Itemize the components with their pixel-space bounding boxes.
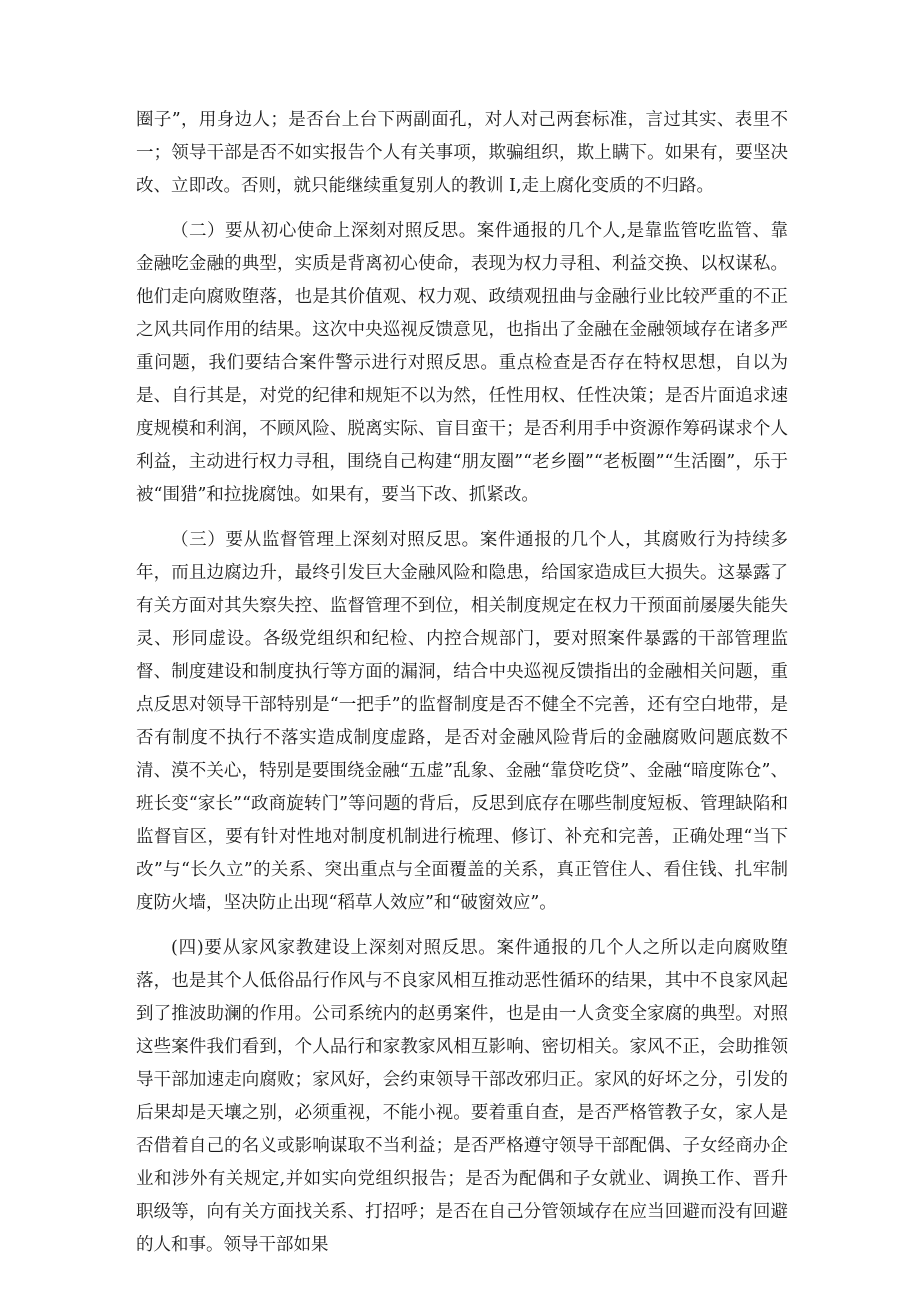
paragraph-section-2: （二）要从初心使命上深刻对照反思。案件通报的几个人,是靠监管吃监管、靠金融吃金融的典型，实质是背离初心使命，表现为权力寻租、利益交换、以权谋私。他们走向腐败堕落，也是其价值观、权力观、政绩观扭曲与金融行业比较严重的不正之风共同作用的结果。这次中央巡视反馈意见，也指出了金融在金融领域存在诸多严重问题，我们要结合案件警示进行对照反思。重点检查是否存在特权思想，自以为是、自行其是，对党的纪律和规矩不以为然，任性用权、任性决策；是否片面追求速度规模和利润，不顾风险、脱离实际、盲目蛮干；是否利用手中资源作筹码谋求个人利益，主动进行权力寻租，围绕自己构建“朋友圈”“老乡圈”“老板圈”“生活圈”，乐于被“围猎”和拉拢腐蚀。如果有，要当下改、抓紧改。: [136, 221, 788, 505]
paragraph-continuation: 圈子”，用身边人；是否台上台下两副面孔，对人对己两套标准，言过其实、表里不一；领导干部是否不如实报告个人有关事项，欺骗组织，欺上瞒下。如果有，要坚决改、立即改。否则，就只能继续重复别人的教训 I,走上腐化变质的不归路。: [136, 110, 788, 196]
paragraph-section-4: (四)要从家风家教建设上深刻对照反思。案件通报的几个人之所以走向腐败堕落，也是其个人低俗品行作风与不良家风相互推动恶性循环的结果，其中不良家风起到了推波助澜的作用。公司系统内的赵勇案件，也是由一人贪变全家腐的典型。对照这些案件我们看到，个人品行和家教家风相互影响、密切相关。家风不正，会助推领导干部加速走向腐败；家风好，会约束领导干部改邪归正。家风的好坏之分，引发的后果却是天壤之别，必须重视，不能小视。要着重自查，是否严格管教子女，家人是否借着自己的名义或影响谋取不当利益；是否严格遵守领导干部配偶、子女经商办企业和涉外有关规定,并如实向党组织报告；是否为配偶和子女就业、调换工作、晋升职级等，向有关方面找关系、打招呼；是否在自己分管领域存在应当回避而没有回避的人和事。领导干部如果: [136, 938, 788, 1255]
paragraph-section-3: （三）要从监督管理上深刻对照反思。案件通报的几个人，其腐败行为持续多年，而且边腐边升，最终引发巨大金融风险和隐患，给国家造成巨大损失。这暴露了有关方面对其失察失控、监督管理不到位，相关制度规定在权力干预面前屡屡失能失灵、形同虚设。各级党组织和纪检、内控合规部门，要对照案件暴露的干部管理监督、制度建设和制度执行等方面的漏洞，结合中央巡视反馈指出的金融相关问题，重点反思对领导干部特别是“一把手”的监督制度是否不健全不完善，还有空白地带，是否有制度不执行不落实造成制度虚路，是否对金融风险背后的金融腐败问题底数不清、漠不关心，特别是要围绕金融“五虚”乱象、金融“靠贷吃贷”、金融“暗度陈仓”、班长变“家长”“政商旋转门”等问题的背后，反思到底存在哪些制度短板、管理缺陷和监督盲区，要有针对性地对制度机制进行梳理、修订、补充和完善，正确处理“当下改”与“长久立”的关系、突出重点与全面覆盖的关系，真正管住人、看住钱、扎牢制度防火墙，坚决防止出现“稻草人效应”和“破窗效应”。: [136, 530, 788, 913]
document-page: [136, 104, 788, 1274]
